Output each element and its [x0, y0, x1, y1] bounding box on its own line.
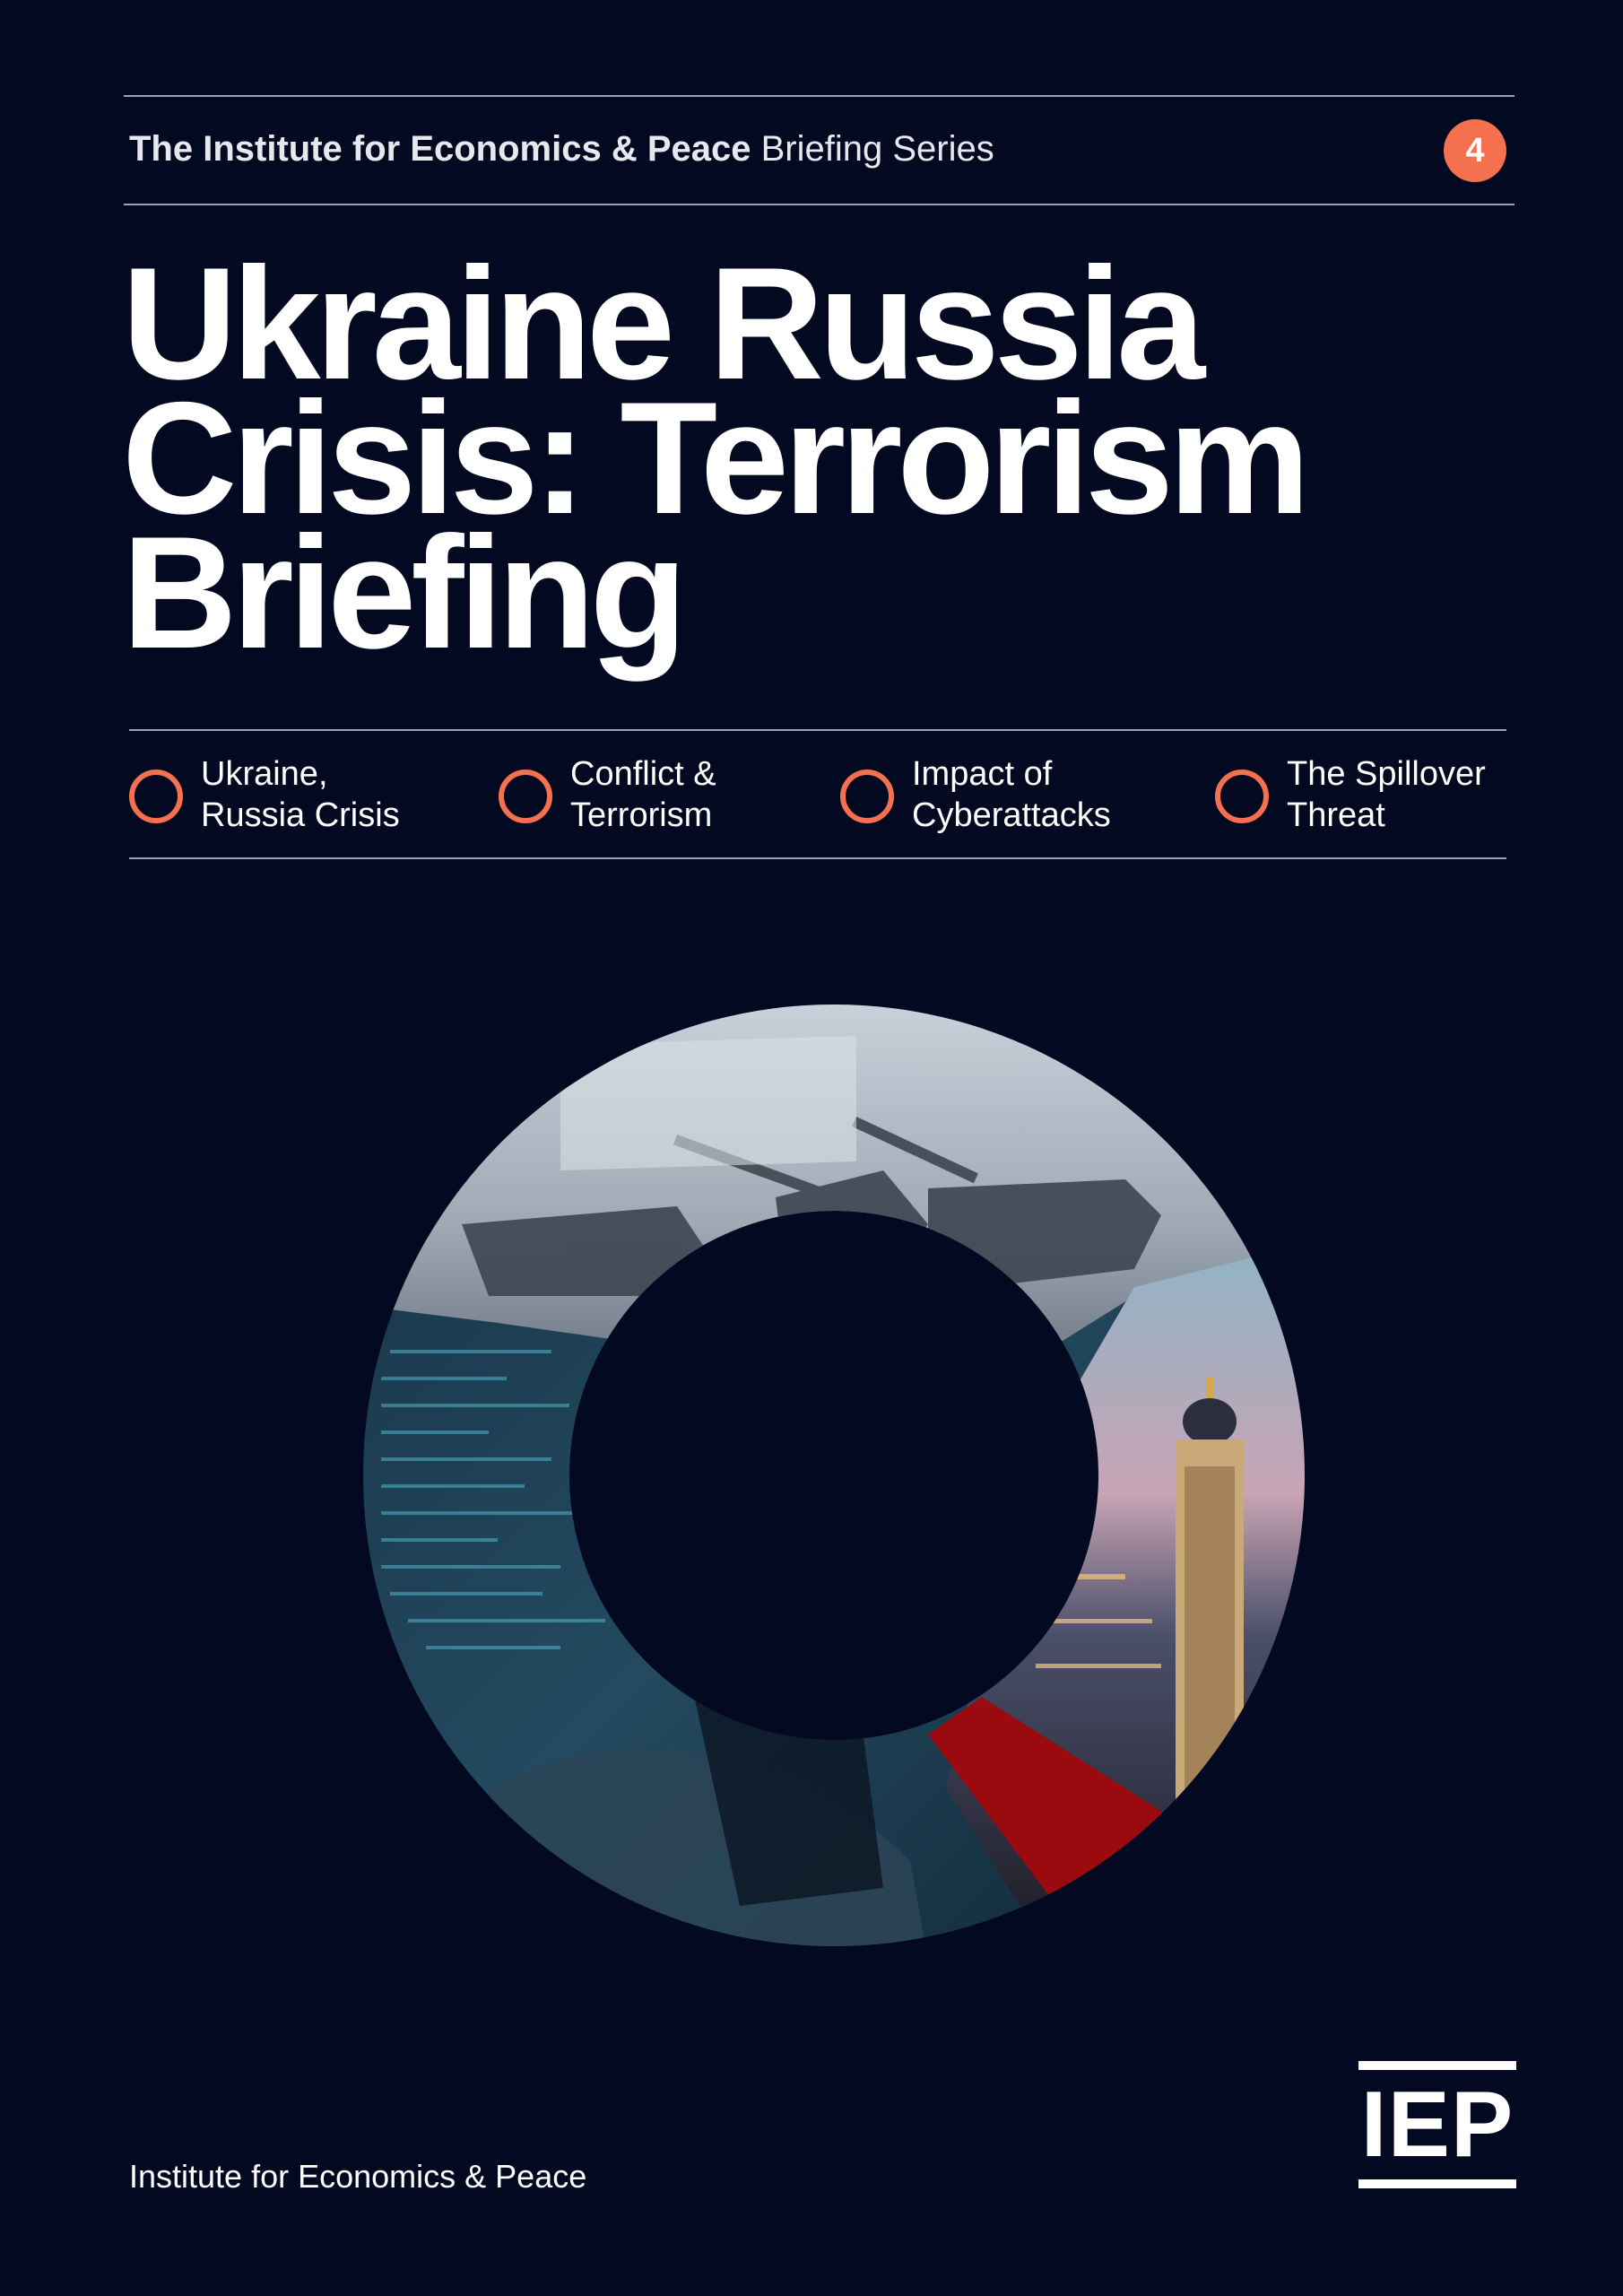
topic-label-line-2: Cyberattacks: [912, 796, 1111, 834]
bell-tower: [1176, 1377, 1244, 1816]
topic-label: [912, 753, 1111, 836]
header-top-rule: [124, 95, 1515, 97]
title-line-2: Crisis: Terrorism: [122, 369, 1306, 547]
orange-ring-icon: [840, 770, 894, 823]
header-bottom-rule: [124, 204, 1515, 205]
footer-organization: Institute for Economics & Peace: [129, 2158, 587, 2195]
logo-bottom-bar: [1358, 2179, 1516, 2188]
topic-label-line-1: Ukraine,: [201, 755, 328, 793]
title-line-1: Ukraine Russia: [122, 234, 1201, 413]
topics-list: [129, 753, 1506, 836]
orange-ring-icon: [129, 770, 183, 823]
topic-label-line-1: Conflict &: [570, 755, 716, 793]
title-line-3: Briefing: [122, 503, 682, 682]
topic-label-line-1: Impact of: [912, 755, 1053, 793]
logo-top-bar: [1358, 2061, 1516, 2070]
topic-label: [570, 753, 716, 836]
issue-number-badge: 4: [1444, 119, 1506, 182]
iep-logo: [1358, 2061, 1516, 2188]
series-header: [129, 124, 994, 174]
header-organization: The Institute for Economics & Peace: [129, 129, 751, 169]
topic-label-line-2: Russia Crisis: [201, 796, 400, 834]
photo-collage-ring: [354, 1000, 1314, 1960]
topic-label: [201, 753, 400, 836]
kyiv-skyline-scene: [946, 1242, 1314, 1960]
orange-ring-icon: [499, 770, 552, 823]
topic-label: [1287, 753, 1486, 836]
page-title: [122, 234, 1557, 682]
topics-top-rule: [129, 729, 1506, 731]
topic-label-line-2: Terrorism: [570, 796, 713, 834]
orange-ring-icon: [1215, 770, 1269, 823]
building-backdrop: [560, 1036, 856, 1170]
topic-label-line-1: The Spillover: [1287, 755, 1486, 793]
topic-label-line-2: Threat: [1287, 796, 1385, 834]
header-series-label: Briefing Series: [760, 129, 994, 169]
topics-bottom-rule: [129, 857, 1506, 859]
logo-wordmark: IEP: [1360, 2073, 1515, 2177]
